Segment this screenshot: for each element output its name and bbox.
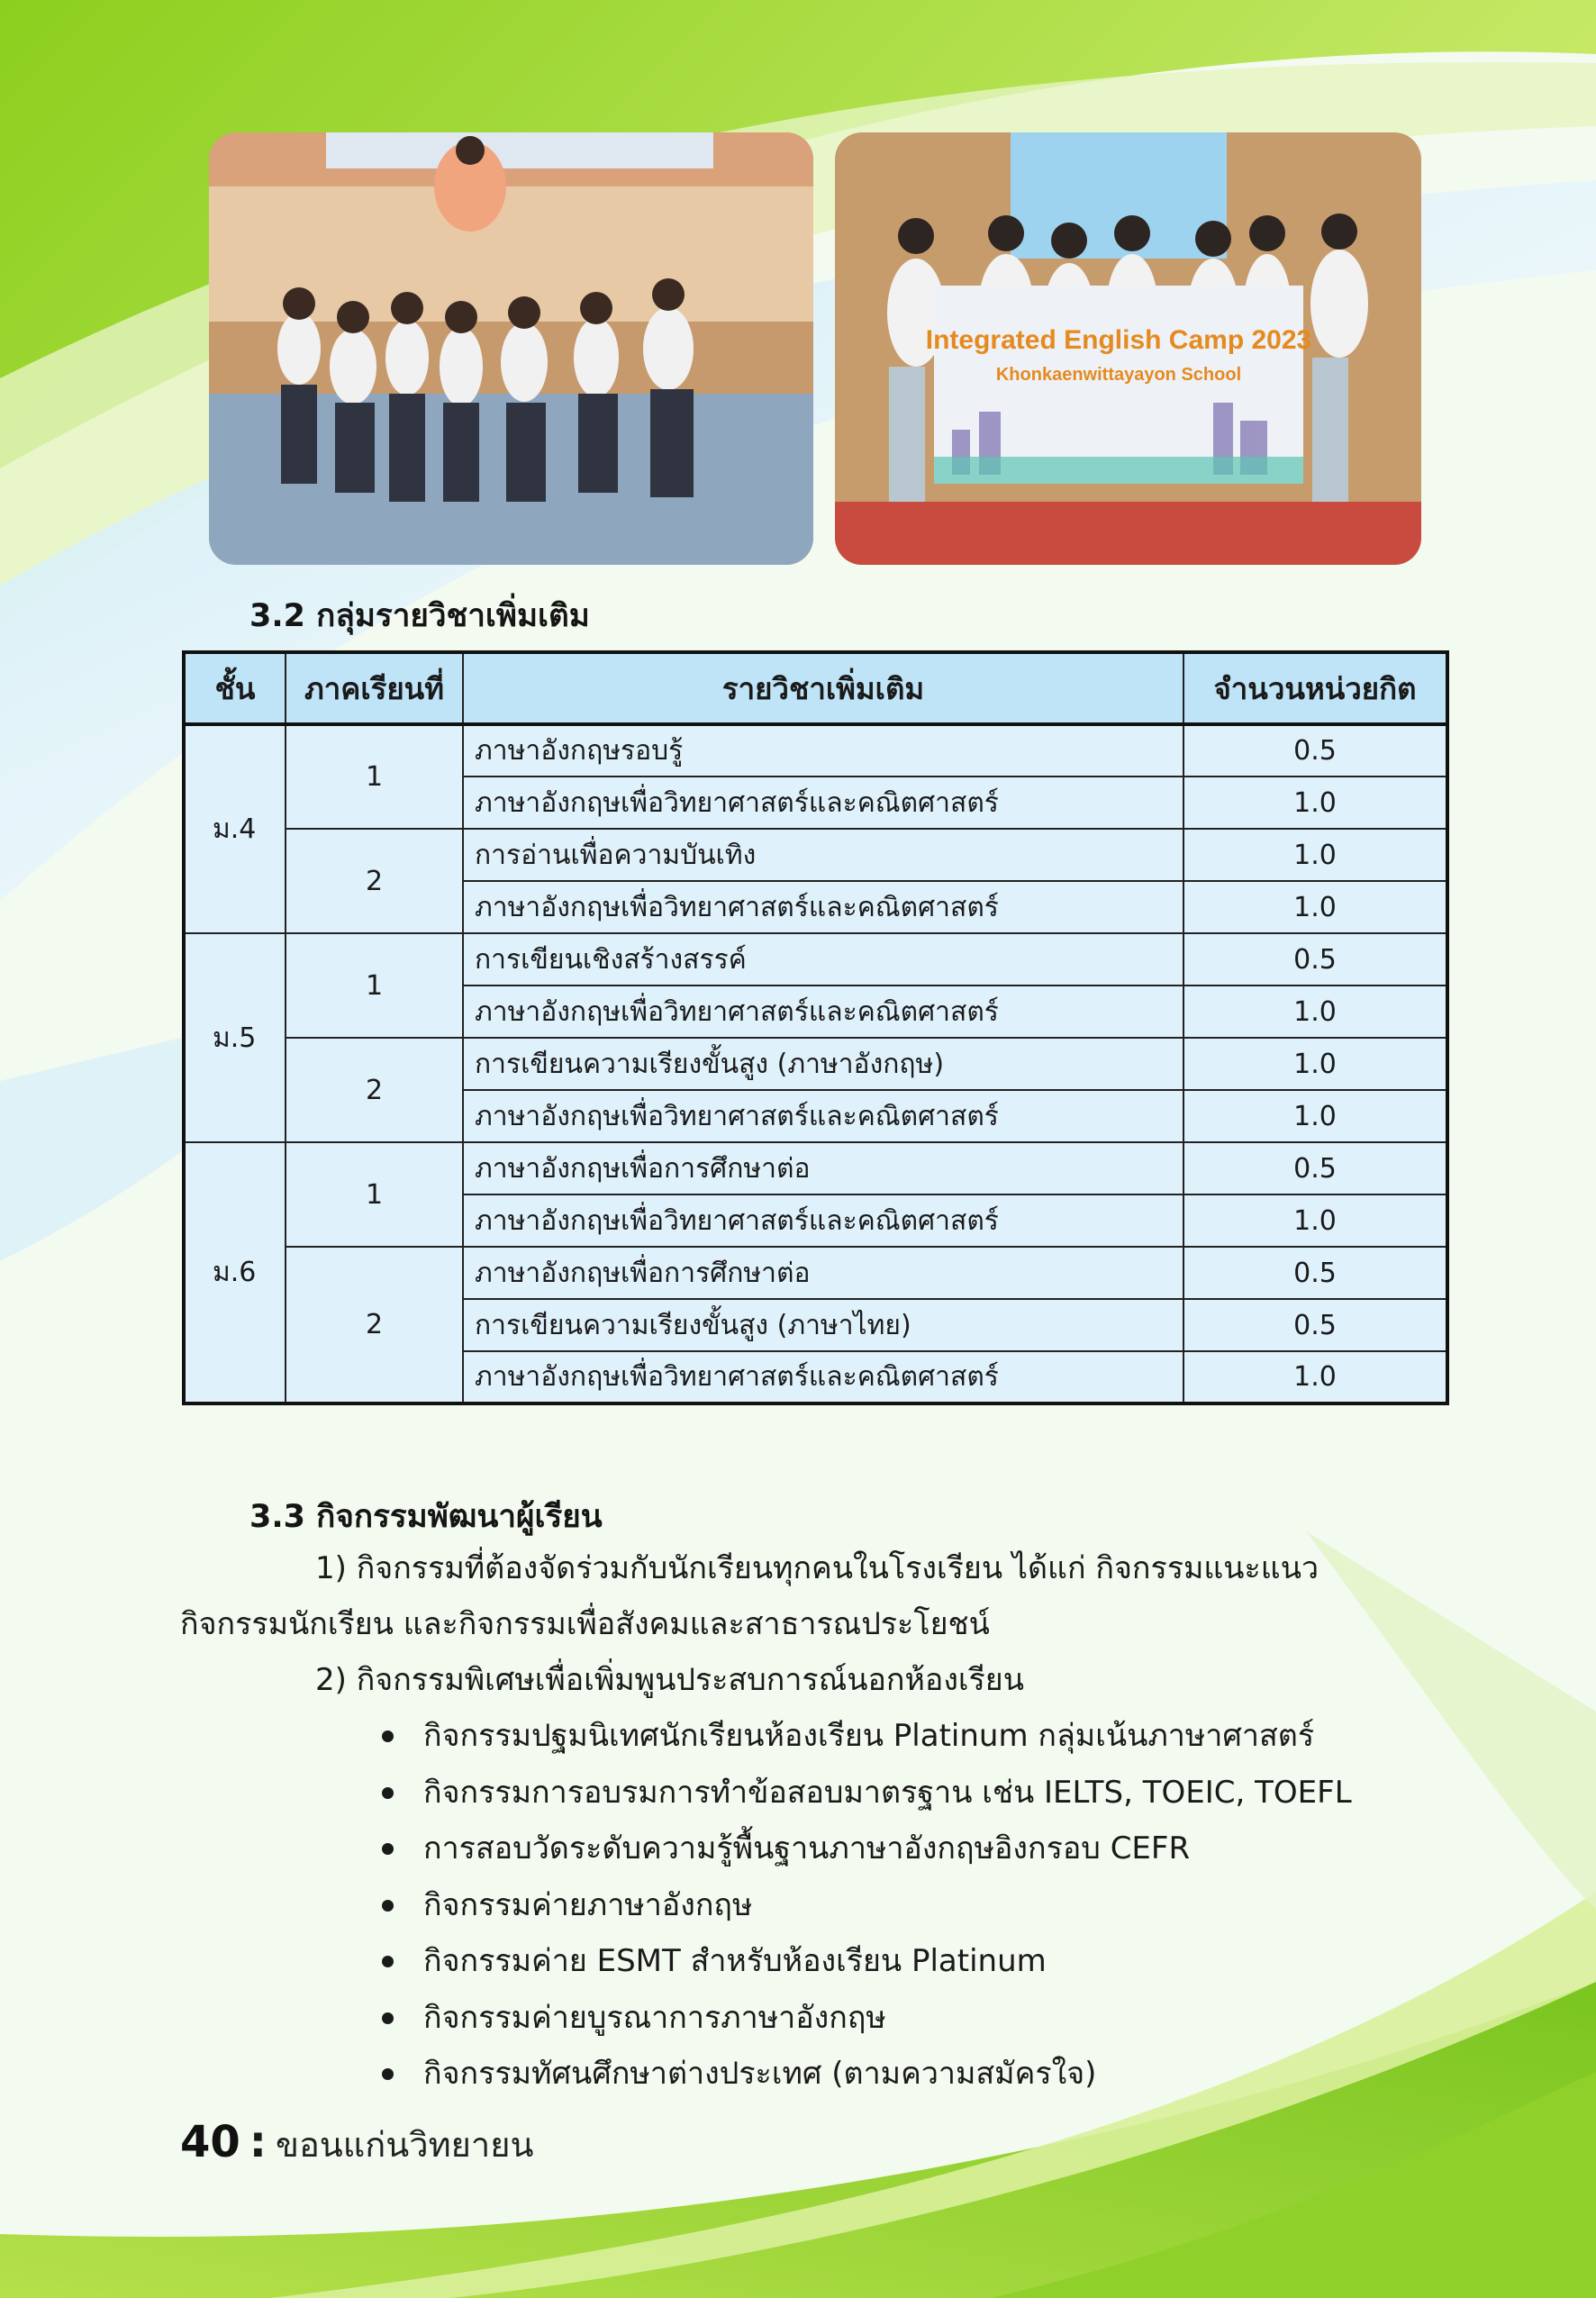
credit-cell: 0.5 — [1183, 1299, 1447, 1351]
table-header-row — [184, 652, 1447, 724]
credit-cell: 1.0 — [1183, 1351, 1447, 1403]
photo-english-camp-group — [835, 132, 1421, 565]
subject-cell: ภาษาอังกฤษเพื่อวิทยาศาสตร์และคณิตศาสตร์ — [463, 881, 1183, 933]
col-header-term: ภาคเรียนที่ — [286, 652, 463, 724]
table-row — [184, 724, 1447, 777]
grade-cell: ม.6 — [184, 1142, 286, 1403]
table-row — [184, 1038, 1447, 1090]
table-row — [184, 1247, 1447, 1299]
section-heading-elective-subjects: 3.2 กลุ่มรายวิชาเพิ่มเติม — [249, 598, 590, 634]
subject-cell: ภาษาอังกฤษเพื่อวิทยาศาสตร์และคณิตศาสตร์ — [463, 986, 1183, 1038]
activity-item-1-line-1: 1) กิจกรรมที่ต้องจัดร่วมกับนักเรียนทุกคนในโรงเรียน ได้แก่ กิจกรรมแนะแนว — [315, 1550, 1319, 1586]
subject-cell: ภาษาอังกฤษรอบรู้ — [463, 724, 1183, 777]
bullet-icon — [382, 1843, 394, 1855]
list-item: กิจกรรมการอบรมการทำข้อสอบมาตรฐาน เช่น IELTS, TOEIC, TOEFL — [378, 1765, 1352, 1821]
list-item: กิจกรรมค่ายบูรณาการภาษาอังกฤษ — [378, 1990, 1352, 2047]
credit-cell: 0.5 — [1183, 1142, 1447, 1194]
section-heading-student-activities: 3.3 กิจกรรมพัฒนาผู้เรียน — [249, 1499, 603, 1535]
list-item: กิจกรรมปฐมนิเทศนักเรียนห้องเรียน Platinum กลุ่มเน้นภาษาศาสตร์ — [378, 1708, 1352, 1765]
list-item: กิจกรรมค่าย ESMT สำหรับห้องเรียน Platinum — [378, 1933, 1352, 1990]
bullet-icon — [382, 2012, 394, 2024]
subject-cell: ภาษาอังกฤษเพื่อการศึกษาต่อ — [463, 1142, 1183, 1194]
subject-cell: ภาษาอังกฤษเพื่อการศึกษาต่อ — [463, 1247, 1183, 1299]
credit-cell: 1.0 — [1183, 881, 1447, 933]
bullet-icon — [382, 1730, 394, 1742]
credit-cell: 1.0 — [1183, 777, 1447, 829]
list-item: การสอบวัดระดับความรู้พื้นฐานภาษาอังกฤษอิงกรอบ CEFR — [378, 1821, 1352, 1877]
activity-item-2: 2) กิจกรรมพิเศษเพื่อเพิ่มพูนประสบการณ์นอกห้องเรียน — [315, 1662, 1024, 1698]
subject-cell: ภาษาอังกฤษเพื่อวิทยาศาสตร์และคณิตศาสตร์ — [463, 1351, 1183, 1403]
credit-cell: 1.0 — [1183, 1090, 1447, 1142]
table-row — [184, 1142, 1447, 1194]
col-header-grade: ชั้น — [184, 652, 286, 724]
page-footer — [180, 2117, 533, 2172]
credit-cell: 0.5 — [1183, 724, 1447, 777]
term-cell: 1 — [286, 724, 463, 829]
credit-cell: 1.0 — [1183, 1038, 1447, 1090]
bullet-icon — [382, 1787, 394, 1799]
subject-cell: การเขียนเชิงสร้างสรรค์ — [463, 933, 1183, 986]
elective-course-table — [182, 650, 1449, 1405]
special-activities-list — [378, 1708, 1352, 2103]
col-header-subject: รายวิชาเพิ่มเติม — [463, 652, 1183, 724]
credit-cell: 1.0 — [1183, 829, 1447, 881]
term-cell: 2 — [286, 1247, 463, 1403]
credit-cell: 0.5 — [1183, 933, 1447, 986]
page-number: 40 — [180, 2117, 240, 2167]
subject-cell: การเขียนความเรียงขั้นสูง (ภาษาไทย) — [463, 1299, 1183, 1351]
camp-banner-title: Integrated English Camp 2023 — [925, 325, 1312, 355]
table-body — [184, 724, 1447, 1403]
footer-school-name: ขอนแก่นวิทยายน — [276, 2125, 534, 2165]
grade-cell: ม.4 — [184, 724, 286, 933]
col-header-credits: จำนวนหน่วยกิต — [1183, 652, 1447, 724]
camp-banner-subtitle: Khonkaenwittayayon School — [995, 365, 1242, 385]
term-cell: 2 — [286, 829, 463, 933]
bullet-icon — [382, 2068, 394, 2080]
subject-cell: ภาษาอังกฤษเพื่อวิทยาศาสตร์และคณิตศาสตร์ — [463, 777, 1183, 829]
table-row — [184, 829, 1447, 881]
table-row — [184, 933, 1447, 986]
subject-cell: การอ่านเพื่อความบันเทิง — [463, 829, 1183, 881]
credit-cell: 0.5 — [1183, 1247, 1447, 1299]
grade-cell: ม.5 — [184, 933, 286, 1142]
footer-separator: : — [249, 2117, 267, 2167]
term-cell: 1 — [286, 1142, 463, 1247]
list-item: กิจกรรมทัศนศึกษาต่างประเทศ (ตามความสมัครใจ) — [378, 2046, 1352, 2103]
activity-item-1-line-2: กิจกรรมนักเรียน และกิจกรรมเพื่อสังคมและสาธารณประโยชน์ — [180, 1606, 990, 1642]
term-cell: 2 — [286, 1038, 463, 1142]
bullet-icon — [382, 1900, 394, 1912]
subject-cell: ภาษาอังกฤษเพื่อวิทยาศาสตร์และคณิตศาสตร์ — [463, 1194, 1183, 1247]
term-cell: 1 — [286, 933, 463, 1038]
photo-academic-camp-group — [209, 132, 813, 565]
bullet-icon — [382, 1956, 394, 1967]
subject-cell: การเขียนความเรียงขั้นสูง (ภาษาอังกฤษ) — [463, 1038, 1183, 1090]
credit-cell: 1.0 — [1183, 986, 1447, 1038]
subject-cell: ภาษาอังกฤษเพื่อวิทยาศาสตร์และคณิตศาสตร์ — [463, 1090, 1183, 1142]
credit-cell: 1.0 — [1183, 1194, 1447, 1247]
list-item: กิจกรรมค่ายภาษาอังกฤษ — [378, 1877, 1352, 1934]
